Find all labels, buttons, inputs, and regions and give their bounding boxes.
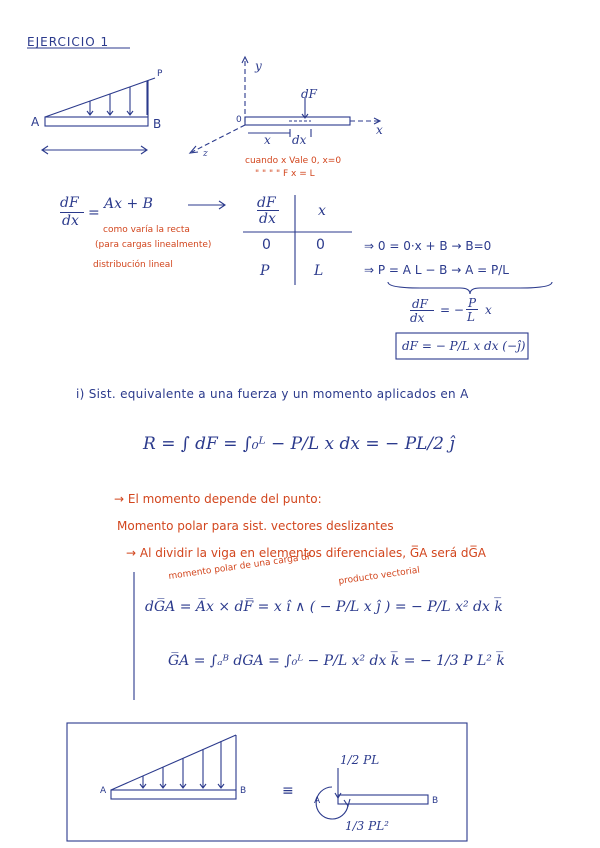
diff-eq-equals: = — [88, 205, 100, 221]
diff-eq-note-1: como varía la recta — [103, 225, 190, 235]
box-label-b1: B — [240, 786, 247, 796]
moment-bottom-label: 1/3 PL² — [345, 819, 389, 833]
origin-label: 0 — [236, 115, 242, 125]
axis-z-label: z — [203, 149, 208, 159]
diff-eq-note-2: (para cargas linealmente) — [95, 240, 212, 250]
table-head-x: x — [318, 203, 326, 219]
table-row-1-result: ⇒ 0 = 0·x + B → B=0 — [364, 239, 492, 253]
condition-line-2: " " " " F x = L — [255, 169, 315, 179]
note-small-vector: producto vectorial — [337, 565, 421, 587]
result-frac2-den: L — [467, 310, 475, 324]
equivalence-symbol: ≡ — [282, 783, 294, 799]
diff-eq-lhs-den: dx — [62, 213, 79, 229]
table-row-2-c1: P — [260, 263, 270, 279]
diff-eq-rhs: Ax + B — [104, 196, 153, 212]
boxed-result: dF = − P/L x dx (−ĵ) — [402, 339, 526, 353]
diff-eq-note-3: distribución lineal — [93, 260, 173, 270]
note-divide-beam: → Al dividir la viga en elementos diferenciales, G̅A será dG̅A — [126, 546, 487, 560]
box-label-a2: A — [314, 796, 321, 806]
result-x: x — [485, 303, 492, 317]
dx-under-label: dx — [292, 133, 307, 147]
result-equals: = − — [440, 303, 464, 317]
axis-y-label: y — [255, 59, 262, 73]
condition-line-1: cuando x Vale 0, x=0 — [245, 156, 342, 166]
axes-sketch — [190, 57, 380, 153]
resultant-equation: R = ∫ dF = ∫₀ᴸ − P/L x dx = − PL/2 ĵ — [143, 434, 455, 454]
x-under-label: x — [264, 133, 271, 147]
load-label-a: A — [31, 115, 40, 129]
table-head-num: dF — [257, 195, 276, 211]
box-label-b2: B — [432, 796, 439, 806]
load-label-b: B — [153, 117, 162, 131]
axis-x-label: x — [376, 123, 383, 137]
table-row-2-c2: L — [314, 263, 324, 279]
table-row-1-c2: 0 — [316, 237, 325, 253]
triangular-load-sketch — [42, 78, 155, 154]
table-row-2-result: ⇒ P = A L − B → A = P/L — [364, 263, 509, 277]
note-polar-moment: Momento polar para sist. vectores deslizantes — [117, 519, 394, 533]
ga-equation: G̅A = ∫ₐᴮ dGA = ∫₀ᴸ − P/L x² dx k̅ = − 1/3 P L² k̅ — [168, 653, 505, 669]
note-small-polar: momento polar de una carga dF — [167, 551, 313, 582]
result-frac-den: dx — [410, 311, 425, 325]
dga-equation: dG̅A = A̅x × dF̅ = x î ∧ ( − P/L x ĵ ) = − P/L x² dx k̅ — [145, 599, 503, 615]
bottom-box — [67, 723, 467, 841]
table-row-1-c1: 0 — [262, 237, 271, 253]
note-moment-depends: → El momento depende del punto: — [114, 492, 322, 506]
df-label: dF — [301, 87, 318, 101]
bottom-load-sketch — [111, 735, 236, 799]
equivalent-system-sketch — [316, 768, 428, 819]
result-frac-num: dF — [412, 297, 429, 311]
box-label-a1: A — [100, 786, 107, 796]
diff-eq-lhs-num: dF — [60, 195, 79, 211]
moment-top-label: 1/2 PL — [340, 753, 380, 767]
section-i-heading: i) Sist. equivalente a una fuerza y un momento aplicados en A — [76, 387, 469, 401]
page-heading: EJERCICIO 1 — [27, 35, 110, 49]
result-frac2-num: P — [468, 296, 477, 310]
load-label-p: P — [157, 69, 163, 79]
table-head-den: dx — [259, 211, 276, 227]
